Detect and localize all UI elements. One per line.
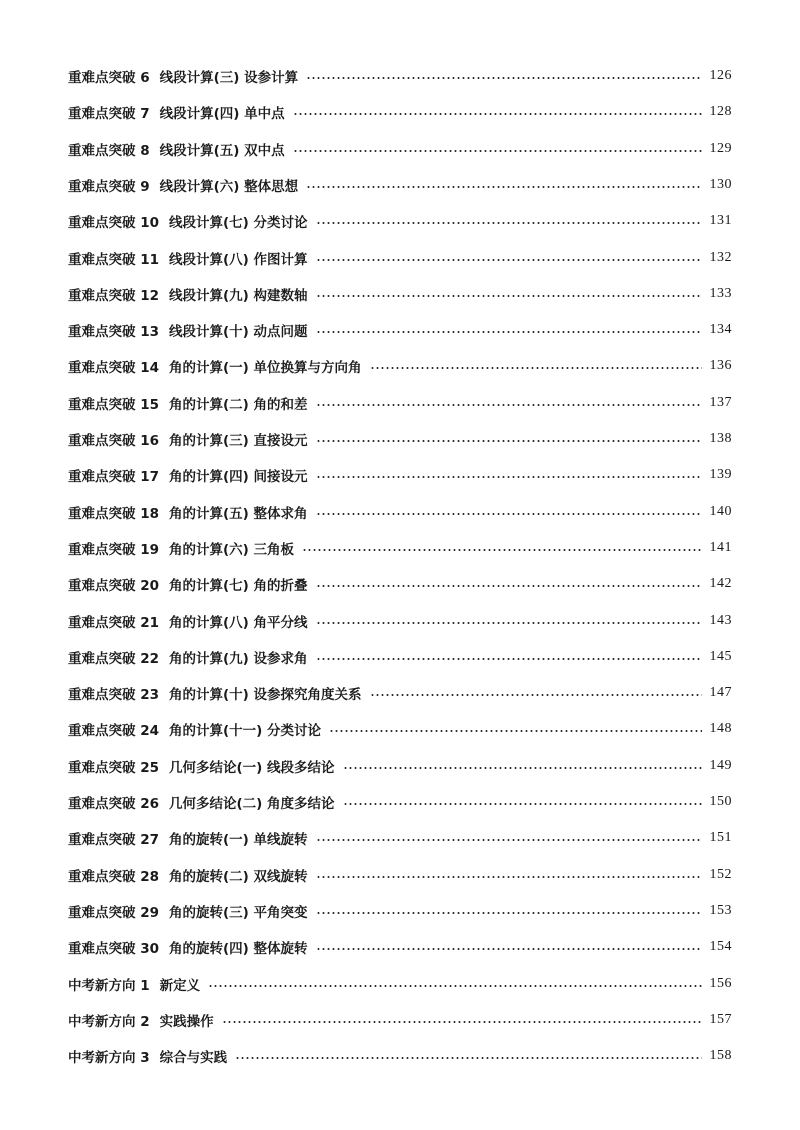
toc-dot-leader bbox=[316, 658, 702, 660]
toc-page-number: 134 bbox=[709, 322, 732, 338]
toc-dot-leader bbox=[293, 150, 702, 152]
toc-entry[interactable] bbox=[68, 463, 732, 487]
toc-page-number: 141 bbox=[709, 539, 732, 555]
toc-page-number: 137 bbox=[709, 394, 732, 410]
toc-dot-leader bbox=[316, 839, 702, 841]
toc-entry-title: 新定义 bbox=[159, 977, 201, 994]
toc-entry-title: 角的计算(九) 设参求角 bbox=[169, 650, 308, 667]
toc-dot-leader bbox=[329, 730, 701, 732]
toc-entry-title: 线段计算(九) 构建数轴 bbox=[169, 287, 308, 304]
toc-section-number: 重难点突破 18 bbox=[68, 505, 159, 522]
toc-section-number: 中考新方向 2 bbox=[68, 1013, 150, 1030]
toc-entry[interactable] bbox=[68, 935, 732, 959]
toc-page-number: 154 bbox=[709, 939, 732, 955]
toc-section-number: 重难点突破 13 bbox=[68, 324, 159, 341]
toc-entry[interactable] bbox=[68, 282, 732, 306]
toc-entry[interactable] bbox=[68, 209, 732, 233]
toc-section-number: 重难点突破 21 bbox=[68, 614, 159, 631]
toc-entry-title: 角的计算(七) 角的折叠 bbox=[169, 578, 308, 595]
toc-section-number: 重难点突破 11 bbox=[68, 251, 159, 268]
toc-dot-leader bbox=[316, 876, 702, 878]
toc-page-number: 149 bbox=[709, 757, 732, 773]
toc-entry[interactable] bbox=[68, 681, 732, 705]
toc-entry-title: 线段计算(三) 设参计算 bbox=[159, 70, 299, 86]
toc-page-number: 158 bbox=[709, 1048, 732, 1064]
toc-dot-leader bbox=[316, 476, 702, 478]
toc-entry-title: 角的旋转(一) 单线旋转 bbox=[169, 832, 308, 849]
toc-entry-title: 角的计算(十一) 分类讨论 bbox=[169, 723, 322, 740]
toc-section-number: 重难点突破 8 bbox=[68, 142, 150, 159]
toc-entry[interactable] bbox=[68, 826, 732, 850]
toc-entry-title: 综合与实践 bbox=[159, 1050, 228, 1067]
toc-entry-title: 线段计算(四) 单中点 bbox=[159, 106, 285, 123]
toc-page-number: 126 bbox=[709, 68, 732, 83]
toc-entry-title: 线段计算(十) 动点问题 bbox=[169, 324, 308, 341]
toc-entry-title: 几何多结论(二) 角度多结论 bbox=[169, 796, 335, 812]
toc-dot-leader bbox=[370, 694, 702, 696]
toc-section-number: 重难点突破 24 bbox=[68, 723, 159, 740]
toc-entry-title: 几何多结论(一) 线段多结论 bbox=[169, 759, 335, 776]
toc-dot-leader bbox=[343, 803, 702, 805]
toc-page-number: 136 bbox=[709, 358, 732, 374]
toc-section-number: 重难点突破 6 bbox=[68, 70, 150, 86]
toc-entry[interactable] bbox=[68, 100, 732, 124]
toc-entry-title: 角的计算(五) 整体求角 bbox=[169, 505, 308, 522]
toc-entry[interactable] bbox=[68, 790, 732, 814]
toc-page-number: 128 bbox=[709, 104, 732, 120]
toc-dot-leader bbox=[316, 331, 702, 333]
toc-entry[interactable] bbox=[68, 717, 732, 741]
toc-entry[interactable] bbox=[68, 572, 732, 596]
toc-entry-title: 角的计算(十) 设参探究角度关系 bbox=[169, 687, 362, 704]
toc-entry[interactable] bbox=[68, 64, 732, 88]
toc-section-number: 重难点突破 9 bbox=[68, 178, 150, 195]
toc-entry[interactable] bbox=[68, 354, 732, 378]
toc-dot-leader bbox=[316, 622, 702, 624]
toc-dot-leader bbox=[316, 912, 702, 914]
toc-entry[interactable] bbox=[68, 391, 732, 415]
toc-entry[interactable] bbox=[68, 137, 732, 161]
toc-dot-leader bbox=[306, 186, 701, 188]
toc-entry-title: 角的旋转(二) 双线旋转 bbox=[169, 868, 308, 885]
toc-page-number: 131 bbox=[709, 213, 732, 229]
toc-dot-leader bbox=[316, 585, 702, 587]
toc-section-number: 重难点突破 15 bbox=[68, 396, 159, 413]
toc-page-number: 156 bbox=[709, 975, 732, 991]
toc-entry[interactable] bbox=[68, 318, 732, 342]
toc-page-number: 153 bbox=[709, 902, 732, 918]
toc-page-number: 129 bbox=[709, 140, 732, 156]
toc-page-number: 148 bbox=[709, 721, 732, 737]
toc-dot-leader bbox=[316, 222, 702, 224]
toc-entry-title: 角的计算(四) 间接设元 bbox=[169, 469, 308, 486]
toc-entry[interactable] bbox=[68, 1008, 732, 1032]
toc-entry[interactable] bbox=[68, 863, 732, 887]
toc-section-number: 重难点突破 29 bbox=[68, 904, 159, 921]
toc-section-number: 重难点突破 16 bbox=[68, 433, 159, 449]
toc-page-number: 139 bbox=[709, 467, 732, 483]
toc-dot-leader bbox=[316, 440, 702, 442]
toc-dot-leader bbox=[316, 404, 702, 406]
toc-section-number: 中考新方向 1 bbox=[68, 977, 150, 994]
toc-entry[interactable] bbox=[68, 972, 732, 996]
toc-entry[interactable] bbox=[68, 427, 732, 451]
toc-entry[interactable] bbox=[68, 645, 732, 669]
toc-page-number: 151 bbox=[709, 830, 732, 846]
toc-dot-leader bbox=[316, 948, 702, 950]
toc-page-number: 130 bbox=[709, 176, 732, 192]
toc-dot-leader bbox=[302, 549, 701, 551]
toc-entry[interactable] bbox=[68, 899, 732, 923]
toc-page-number: 150 bbox=[709, 794, 732, 809]
toc-entry-title: 角的计算(二) 角的和差 bbox=[169, 396, 308, 413]
toc-page-number: 145 bbox=[709, 648, 732, 664]
toc-page-number: 152 bbox=[709, 866, 732, 882]
toc-dot-leader bbox=[370, 367, 702, 369]
toc-entry-title: 角的计算(八) 角平分线 bbox=[169, 614, 308, 631]
toc-section-number: 重难点突破 20 bbox=[68, 578, 159, 595]
toc-section-number: 中考新方向 3 bbox=[68, 1050, 150, 1067]
toc-entry[interactable] bbox=[68, 246, 732, 270]
toc-section-number: 重难点突破 12 bbox=[68, 287, 159, 304]
toc-entry-title: 线段计算(八) 作图计算 bbox=[169, 251, 308, 268]
toc-page-number: 132 bbox=[709, 249, 732, 265]
toc-entry-title: 角的计算(三) 直接设元 bbox=[169, 433, 308, 449]
toc-dot-leader bbox=[235, 1057, 701, 1059]
toc-section-number: 重难点突破 19 bbox=[68, 541, 159, 558]
toc-section-number: 重难点突破 26 bbox=[68, 796, 159, 812]
toc-section-number: 重难点突破 7 bbox=[68, 106, 150, 123]
toc-section-number: 重难点突破 22 bbox=[68, 650, 159, 667]
toc-section-number: 重难点突破 17 bbox=[68, 469, 159, 486]
toc-entry-title: 角的计算(一) 单位换算与方向角 bbox=[169, 360, 362, 377]
toc-dot-leader bbox=[293, 113, 702, 115]
toc-dot-leader bbox=[343, 767, 702, 769]
toc-dot-leader bbox=[316, 259, 702, 261]
toc-entry[interactable] bbox=[68, 536, 732, 560]
toc-page-number: 157 bbox=[709, 1011, 732, 1027]
toc-entry-title: 线段计算(六) 整体思想 bbox=[159, 178, 299, 195]
toc-entry-title: 实践操作 bbox=[159, 1013, 214, 1030]
toc-page-number: 143 bbox=[709, 612, 732, 628]
toc-entry-title: 线段计算(七) 分类讨论 bbox=[169, 215, 308, 232]
toc-page-number: 140 bbox=[709, 503, 732, 519]
toc-entry[interactable] bbox=[68, 609, 732, 633]
toc-section-number: 重难点突破 10 bbox=[68, 215, 159, 232]
toc-entry[interactable] bbox=[68, 1044, 732, 1068]
toc-entry[interactable] bbox=[68, 173, 732, 197]
toc-entry-title: 角的旋转(四) 整体旋转 bbox=[169, 941, 308, 958]
toc-page-number: 133 bbox=[709, 285, 732, 301]
toc-section-number: 重难点突破 27 bbox=[68, 832, 159, 849]
toc-section-number: 重难点突破 23 bbox=[68, 687, 159, 704]
toc-dot-leader bbox=[316, 295, 702, 297]
toc-dot-leader bbox=[222, 1021, 702, 1023]
toc-entry-title: 角的计算(六) 三角板 bbox=[169, 541, 295, 558]
toc-entry-title: 角的旋转(三) 平角突变 bbox=[169, 904, 308, 921]
toc-dot-leader bbox=[306, 77, 701, 79]
toc-dot-leader bbox=[316, 513, 702, 515]
toc-entry-title: 线段计算(五) 双中点 bbox=[159, 142, 285, 159]
toc-section-number: 重难点突破 30 bbox=[68, 941, 159, 958]
toc-dot-leader bbox=[208, 985, 701, 987]
toc-section-number: 重难点突破 28 bbox=[68, 868, 159, 885]
toc-entry[interactable] bbox=[68, 500, 732, 524]
toc-entry[interactable] bbox=[68, 754, 732, 778]
toc-section-number: 重难点突破 14 bbox=[68, 360, 159, 377]
toc-page-number: 147 bbox=[709, 685, 732, 701]
toc-page-number: 138 bbox=[709, 431, 732, 446]
toc-section-number: 重难点突破 25 bbox=[68, 759, 159, 776]
toc-page-number: 142 bbox=[709, 576, 732, 592]
